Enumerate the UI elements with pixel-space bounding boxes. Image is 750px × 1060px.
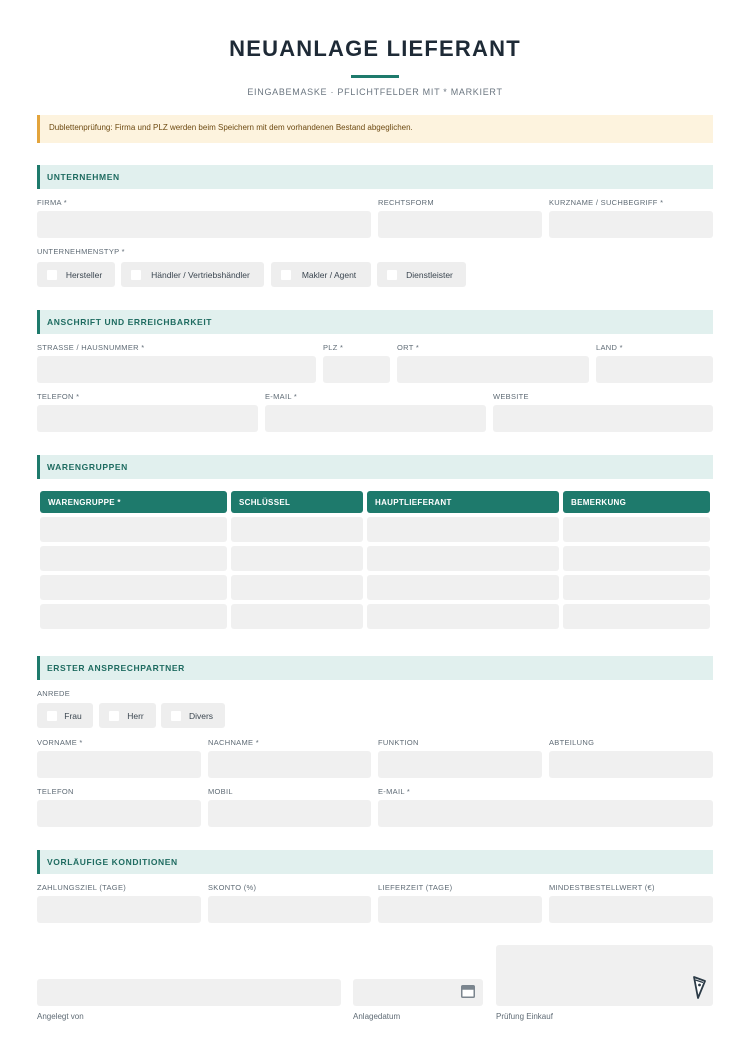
type-option-dienstleister[interactable] [377,262,466,287]
calendar-icon[interactable] [461,985,475,998]
anrede-option-label: Divers [188,711,214,721]
table-cell-hauptlieferant[interactable] [367,575,559,600]
table-cell-schluessel[interactable] [231,517,363,542]
section-header-conditions: VORLÄUFIGE KONDITIONEN [37,850,713,874]
zahlungsziel-input[interactable] [37,896,201,923]
mindestbestellwert-label: MINDESTBESTELLWERT (€) [549,883,655,892]
anrede-option-label: Frau [64,711,82,721]
table-cell-schluessel[interactable] [231,575,363,600]
table-cell-warengruppe[interactable] [40,546,227,571]
kurzname-label: KURZNAME / SUCHBEGRIFF * [549,198,664,207]
skonto-label: SKONTO (%) [208,883,257,892]
table-cell-hauptlieferant[interactable] [367,517,559,542]
type-option-label: Makler / Agent [301,270,357,280]
type-option-hersteller[interactable] [37,262,115,287]
plz-label: PLZ * [323,343,344,352]
land-label: LAND * [596,343,623,352]
table-cell-bemerkung[interactable] [563,575,710,600]
anrede-option-herr[interactable] [99,703,156,728]
table-cell-bemerkung[interactable] [563,604,710,629]
funktion-label: FUNKTION [378,738,419,747]
section-header-goods: WARENGRUPPEN [37,455,713,479]
strasse-input[interactable] [37,356,316,383]
email-input[interactable] [265,405,486,432]
rechtsform-label: RECHTSFORM [378,198,434,207]
website-input[interactable] [493,405,713,432]
table-cell-warengruppe[interactable] [40,517,227,542]
plz-input[interactable] [323,356,390,383]
ort-input[interactable] [397,356,589,383]
table-cell-bemerkung[interactable] [563,546,710,571]
contact-email-input[interactable] [378,800,713,827]
anrede-label: ANREDE [37,689,71,698]
lieferzeit-label: LIEFERZEIT (TAGE) [378,883,453,892]
telefon-label: TELEFON * [37,392,80,401]
page-title: NEUANLAGE LIEFERANT [229,36,521,61]
unternehmenstyp-group [37,262,713,287]
duplicate-check-notice: Dublettenprüfung: Firma und PLZ werden beim Speichern mit dem vorhandenen Bestand abgeglichen. [37,115,713,143]
table-cell-warengruppe[interactable] [40,575,227,600]
anrede-option-divers[interactable] [161,703,225,728]
contact-telefon-label: TELEFON [37,787,74,796]
type-option-makler[interactable] [271,262,371,287]
website-label: WEBSITE [493,392,529,401]
anrede-group [37,703,713,728]
contact-telefon-input[interactable] [37,800,201,827]
telefon-input[interactable] [37,405,258,432]
pruefung-einkauf-label: Prüfung Einkauf [496,1012,553,1021]
anlagedatum-label: Anlagedatum [353,1012,401,1021]
firma-input[interactable] [37,211,371,238]
type-option-label: Dienstleister [406,270,453,280]
anrede-option-label: Herr [127,711,144,721]
section-header-company: UNTERNEHMEN [37,165,713,189]
strasse-label: STRASSE / HAUSNUMMER * [37,343,145,352]
section-header-address: ANSCHRIFT UND ERREICHBARKEIT [37,310,713,334]
mobil-input[interactable] [208,800,371,827]
kurzname-input[interactable] [549,211,713,238]
email-label: E-MAIL * [265,392,298,401]
table-cell-hauptlieferant[interactable] [367,604,559,629]
mobil-label: MOBIL [208,787,233,796]
type-option-haendler[interactable] [121,262,264,287]
column-header-schluessel: SCHLÜSSEL [231,491,363,513]
table-cell-hauptlieferant[interactable] [367,546,559,571]
contact-email-label: E-MAIL * [378,787,411,796]
table-cell-bemerkung[interactable] [563,517,710,542]
type-option-label: Händler / Vertriebshändler [151,270,250,280]
angelegt-von-input[interactable] [37,979,341,1006]
land-input[interactable] [596,356,713,383]
unternehmenstyp-label: UNTERNEHMENSTYP * [37,247,125,256]
table-cell-schluessel[interactable] [231,604,363,629]
vorname-label: VORNAME * [37,738,83,747]
page-subtitle: EINGABEMASKE · PFLICHTFELDER MIT * MARKIERT [247,87,503,97]
abteilung-input[interactable] [549,751,713,778]
pruefung-signature-field[interactable] [496,945,713,1006]
zahlungsziel-label: ZAHLUNGSZIEL (TAGE) [37,883,127,892]
section-header-contact: ERSTER ANSPRECHPARTNER [37,656,713,680]
table-cell-schluessel[interactable] [231,546,363,571]
rechtsform-input[interactable] [378,211,542,238]
angelegt-von-label: Angelegt von [37,1012,84,1021]
skonto-input[interactable] [208,896,371,923]
abteilung-label: ABTEILUNG [549,738,595,747]
title-underline [351,75,399,78]
table-cell-warengruppe[interactable] [40,604,227,629]
column-header-bemerkung: BEMERKUNG [563,491,710,513]
column-header-hauptlieferant: HAUPTLIEFERANT [367,491,559,513]
signature-pen-icon [691,974,707,1000]
type-option-label: Hersteller [65,270,103,280]
column-header-warengruppe: WARENGRUPPE * [40,491,227,513]
lieferzeit-input[interactable] [378,896,542,923]
anrede-option-frau[interactable] [37,703,93,728]
nachname-input[interactable] [208,751,371,778]
vorname-input[interactable] [37,751,201,778]
mindestbestellwert-input[interactable] [549,896,713,923]
funktion-input[interactable] [378,751,542,778]
nachname-label: NACHNAME * [208,738,259,747]
ort-label: ORT * [397,343,420,352]
firma-label: FIRMA * [37,198,68,207]
